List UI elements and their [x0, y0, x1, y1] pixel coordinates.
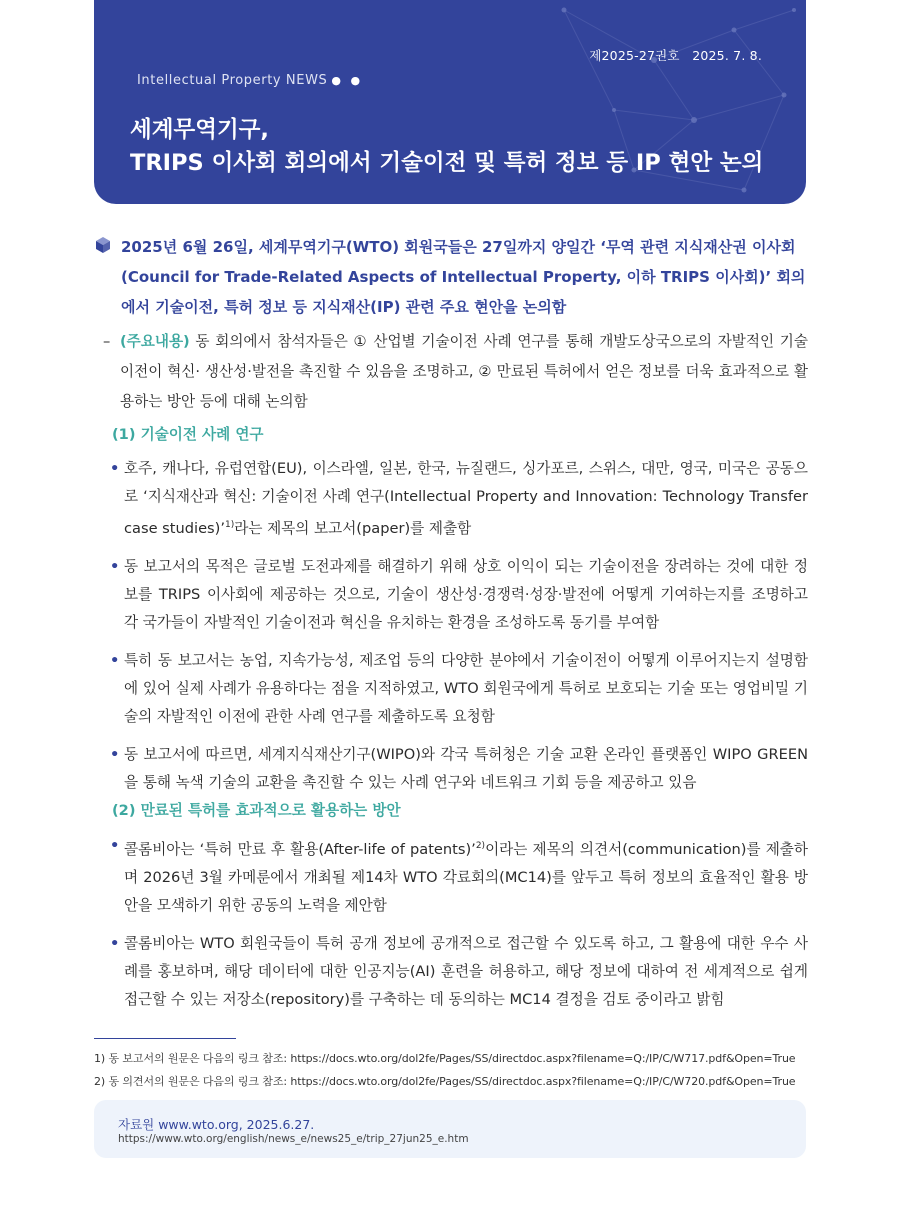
- summary-body: [120, 327, 808, 417]
- list-item: [110, 553, 808, 637]
- list-item-text: 콜롬비아는 WTO 회원국들이 특허 공개 정보에 공개적으로 접근할 수 있도록 하고, 그 활용에 대한 우수 사례를 홍보하며, 해당 데이터에 대한 인공지능(AI) 훈련을 허용하고, 해당 정보에 대하여 전 세계적으로 쉽게 접근할 수 있는 저장소(repository)를 구축하는 데 동의하는 MC14 결정을 검토 중이라고 밝힘: [124, 934, 808, 1008]
- section-1-list: [110, 455, 808, 807]
- list-item: [110, 930, 808, 1014]
- header-banner: [94, 0, 806, 204]
- list-item: [110, 647, 808, 731]
- list-item-text: 특히 동 보고서는 농업, 지속가능성, 제조업 등의 다양한 분야에서 기술이전이 어떻게 이루어지는지 설명함에 있어 실제 사례가 유용하다는 점을 지적하였고, WTO 회원국에게 특허로 보호되는 기술 또는 영업비밀 기술의 자발적인 이전에 관한 사례 연구를 제출하도록 요청함: [124, 651, 808, 725]
- page-title: [130, 114, 763, 180]
- lead-text: 2025년 6월 26일, 세계무역기구(WTO) 회원국들은 27일까지 양일간 ‘무역 관련 지식재산권 이사회(Council for Trade-Related Aspects of Intellectual Property, 이하 TRIPS 이사회)’ 회의에서 기술이전, 특허 정보 등 지식재산(IP) 관련 주요 현안을 논의함: [121, 238, 806, 316]
- footnote-divider: [94, 1038, 236, 1039]
- footnote-ref-2: 2): [475, 841, 486, 851]
- list-item-text: 라는 제목의 보고서(paper)를 제출함: [234, 519, 472, 537]
- bullet-icon: •: [110, 745, 120, 763]
- section-2-heading: (2) 만료된 특허를 효과적으로 활용하는 방안: [112, 802, 401, 819]
- title-line-1: 세계무역기구,: [130, 117, 269, 143]
- source-url[interactable]: https://www.wto.org/english/news_e/news25_e/trip_27jun25_e.htm: [118, 1133, 469, 1145]
- source-box: [94, 1100, 806, 1158]
- list-item-text: 콜롬비아는 ‘특허 만료 후 활용(After-life of patents)’: [124, 840, 476, 858]
- bullet-icon: •: [110, 837, 120, 854]
- newsletter-name: [137, 73, 363, 88]
- dots-icon: ● ●: [331, 74, 364, 87]
- list-item-text: 동 보고서에 따르면, 세계지식재산기구(WIPO)와 각국 특허청은 기술 교환 온라인 플랫폼인 WIPO GREEN을 통해 녹색 기술의 교환을 촉진할 수 있는 사례 연구와 네트워크 기회 등을 제공하고 있음: [124, 745, 808, 791]
- footnote-1: 1) 동 보고서의 원문은 다음의 링크 참조: https://docs.wto.org/dol2fe/Pages/SS/directdoc.aspx?filename=Q:/IP/C/W717.pdf&Open=True: [94, 1052, 796, 1065]
- bullet-icon: •: [110, 557, 120, 575]
- list-item-text: 호주, 캐나다, 유럽연합(EU), 이스라엘, 일본, 한국, 뉴질랜드, 싱가포르, 스위스, 대만, 영국, 미국은 공동으로 ‘지식재산과 혁신: 기술이전 사례 연구(Intellectual Property and Innovation: Technology Transfer case studies)’: [124, 460, 808, 537]
- issue-number: 제2025-27권호 2025. 7. 8.: [589, 48, 762, 63]
- bullet-icon: •: [110, 651, 120, 669]
- newsletter-label: Intellectual Property NEWS: [137, 73, 328, 88]
- footnote-ref-1: 1): [225, 520, 235, 530]
- source-line: 자료원 www.wto.org, 2025.6.27.: [118, 1117, 315, 1132]
- cube-bullet-icon: [96, 237, 110, 253]
- list-item-text: 이라는 제목의 의견서(communication)를 제출하며 2026년 3월 카메룬에서 개최될 제14차 WTO 각료회의(MC14)를 앞두고 특허 정보의 효율적인 활용 방안을 모색하기 위한 공동의 노력을 제안함: [124, 840, 808, 914]
- list-item: [110, 741, 808, 797]
- summary-tag: (주요내용): [120, 333, 190, 350]
- footnote-2: 2) 동 의견서의 원문은 다음의 링크 참조: https://docs.wto.org/dol2fe/Pages/SS/directdoc.aspx?filename=Q:/IP/C/W720.pdf&Open=True: [94, 1075, 796, 1088]
- list-item-text: 동 보고서의 목적은 글로벌 도전과제를 해결하기 위해 상호 이익이 되는 기술이전을 장려하는 것에 대한 정보를 TRIPS 이사회에 제공하는 것으로, 기술이 생산성·경쟁력·성장·발전에 어떻게 기여하는지를 조명하고 각 국가들이 자발적인 기술이전과 혁신을 유치하는 환경을 조성하도록 동기를 부여함: [124, 557, 808, 631]
- list-item: [110, 455, 808, 543]
- lead-paragraph: [96, 232, 808, 322]
- section-1-heading: (1) 기술이전 사례 연구: [112, 426, 264, 443]
- title-line-2: TRIPS 이사회 회의에서 기술이전 및 특허 정보 등 IP 현안 논의: [130, 150, 764, 176]
- bullet-icon: •: [110, 934, 120, 952]
- list-item: [110, 832, 808, 920]
- summary-paragraph: [103, 327, 808, 417]
- dash-marker: –: [103, 333, 111, 350]
- summary-text: 동 회의에서 참석자들은 ① 산업별 기술이전 사례 연구를 통해 개발도상국으로의 자발적인 기술이전이 혁신· 생산성·발전을 촉진할 수 있음을 조명하고, ② 만료된 특허에서 얻은 정보를 더욱 효과적으로 활용하는 방안 등에 대해 논의함: [120, 333, 808, 410]
- section-2-list: [110, 832, 808, 1024]
- bullet-icon: •: [110, 460, 120, 477]
